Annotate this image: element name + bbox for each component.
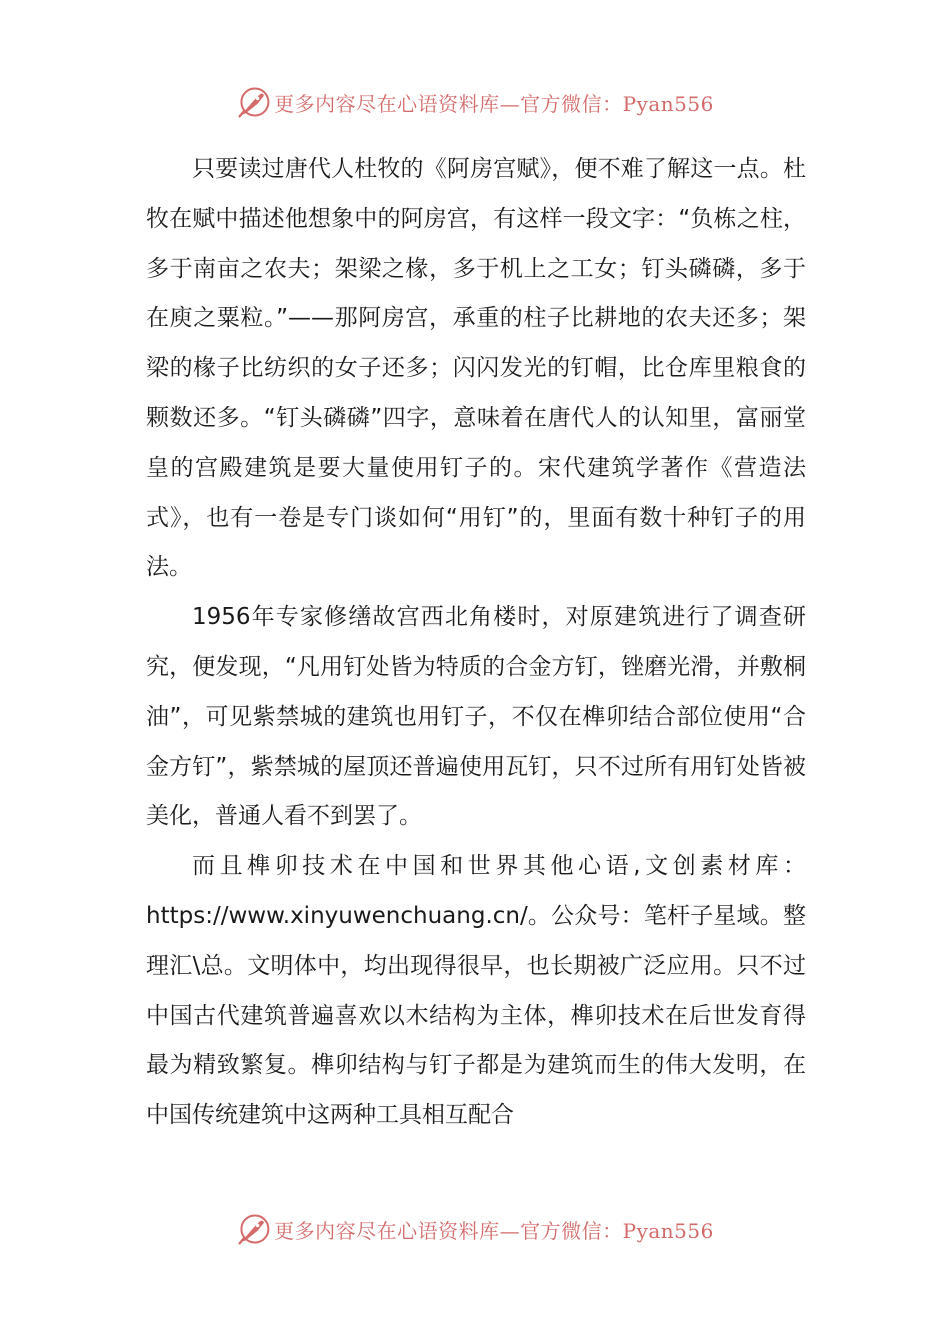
footer-banner-text: 更多内容尽在心语资料库—官方微信：Pyan556 — [274, 1218, 714, 1243]
pen-nib-logo-icon — [236, 1211, 272, 1247]
paragraph-2: 1956年专家修缮故宫西北角楼时，对原建筑进行了调查研究，便发现，“凡用钉处皆为特质的合金方钉，锉磨光滑，并敷桐油”，可见紫禁城的建筑也用钉子，不仅在榫卯结合部位使用“合金方钉”，紫禁城的屋顶还普遍使用瓦钉，只不过所有用钉处皆被美化，普通人看不到罢了。 — [146, 604, 806, 830]
footer-banner — [0, 1207, 950, 1251]
paragraph-1: 只要读过唐代人杜牧的《阿房宫赋》，便不难了解这一点。杜牧在赋中描述他想象中的阿房宫，有这样一段文字：“负栋之柱，多于南亩之农夫；架梁之椽，多于机上之工女；钉头磷磷，多于在庾之粟粒。”——那阿房宫，承重的柱子比耕地的农夫还多；架梁的椽子比纺织的女子还多；闪闪发光的钉帽，比仓库里粮食的颗数还多。“钉头磷磷”四字，意味着在唐代人的认知里，富丽堂皇的宫殿建筑是要大量使用钉子的。宋代建筑学著作《营造法式》，也有一卷是专门谈如何“用钉”的，里面有数十种钉子的用法。 — [146, 156, 806, 581]
header-banner — [0, 80, 950, 124]
article-body — [146, 145, 806, 1141]
header-banner-text: 更多内容尽在心语资料库—官方微信：Pyan556 — [274, 91, 714, 116]
paragraph-3: 而且榫卯技术在中国和世界其他心语,文创素材库：https://www.xinyuwenchuang.cn/。公众号：笔杆子星域。整理汇\总。文明体中，均出现得很早，也长期被广泛应用。只不过中国古代建筑普遍喜欢以木结构为主体，榫卯技术在后世发育得最为精致繁复。榫卯结构与钉子都是为建筑而生的伟大发明，在中国传统建筑中这两种工具相互配合 — [146, 853, 806, 1129]
pen-nib-logo-icon — [236, 84, 272, 120]
